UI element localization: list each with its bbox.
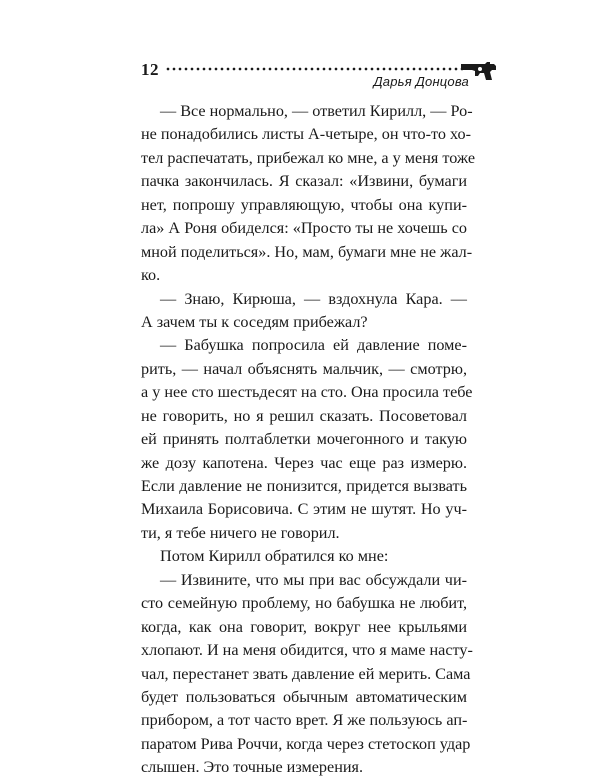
text-line: тел распечатать, прибежал ко мне, а у меня тоже <box>141 148 476 167</box>
text-line: сто семейную проблему, но бабушка не любит, <box>141 594 467 613</box>
text-line: А зачем ты к соседям прибежал? <box>141 312 368 331</box>
body-text <box>141 100 476 780</box>
page-number: 12 <box>141 60 159 79</box>
text-line: — Бабушка попросила ей давление поме- <box>160 336 467 355</box>
text-line: ти, я тебе ничего не говорил. <box>141 523 340 542</box>
text-line: Михаила Борисовича. С этим не шутят. Но уч- <box>141 500 467 519</box>
text-line: пачка закончилась. Я сказал: «Извини, бумаги <box>141 172 467 191</box>
text-line: а у нее сто шестьдесят на сто. Она просила тебе <box>141 383 473 402</box>
text-line: хлопают. И на меня обидится, что я маме насту- <box>141 641 473 660</box>
text-line: паратом Рива Роччи, когда через стетоскоп удар <box>141 734 471 753</box>
text-line: — Все нормально, — ответил Кирилл, — Ро- <box>160 102 473 120</box>
text-line: прибором, а тот часто врет. Я же пользуюсь ап- <box>141 711 468 730</box>
text-line: ко. <box>141 266 161 285</box>
text-line: чал, перестанет звать давление ей мерить. Сама <box>141 664 471 683</box>
text-line: же дозу капотена. Через час еще раз измерю. <box>141 453 467 472</box>
text-line: нет, попрошу управляющую, чтобы она купи- <box>141 195 467 214</box>
text-line: когда, как она говорит, вокруг нее крыльями <box>141 617 467 636</box>
text-line: — Знаю, Кирюша, — вздохнула Кара. — <box>160 289 467 308</box>
text-line: рить, — начал объяснять мальчик, — смотрю, <box>141 359 467 378</box>
text-line: Если давление не понизится, придется вызвать <box>141 477 467 495</box>
text-line: не понадобились листы А-четыре, он что-то хо- <box>141 125 471 144</box>
text-line: не говорить, но я решил сказать. Посоветовал <box>141 406 467 425</box>
text-line: ей принять полтаблетки мочегонного и такую <box>141 430 467 449</box>
running-header <box>141 56 489 96</box>
author-name: Дарья Донцова <box>373 74 469 89</box>
text-line: слышен. Это точные измерения. <box>141 758 364 777</box>
text-line: ла» А Роня обиделся: «Просто ты не хочешь со <box>141 219 467 238</box>
dotted-rule <box>165 66 465 72</box>
text-line: — Извините, что мы при вас обсуждали чи- <box>160 570 467 589</box>
text-line: мной поделиться». Но, мам, бумаги мне не жал- <box>141 242 473 261</box>
text-line: Потом Кирилл обратился ко мне: <box>160 547 389 566</box>
text-line: будет пользоваться обычным автоматическим <box>141 687 467 706</box>
